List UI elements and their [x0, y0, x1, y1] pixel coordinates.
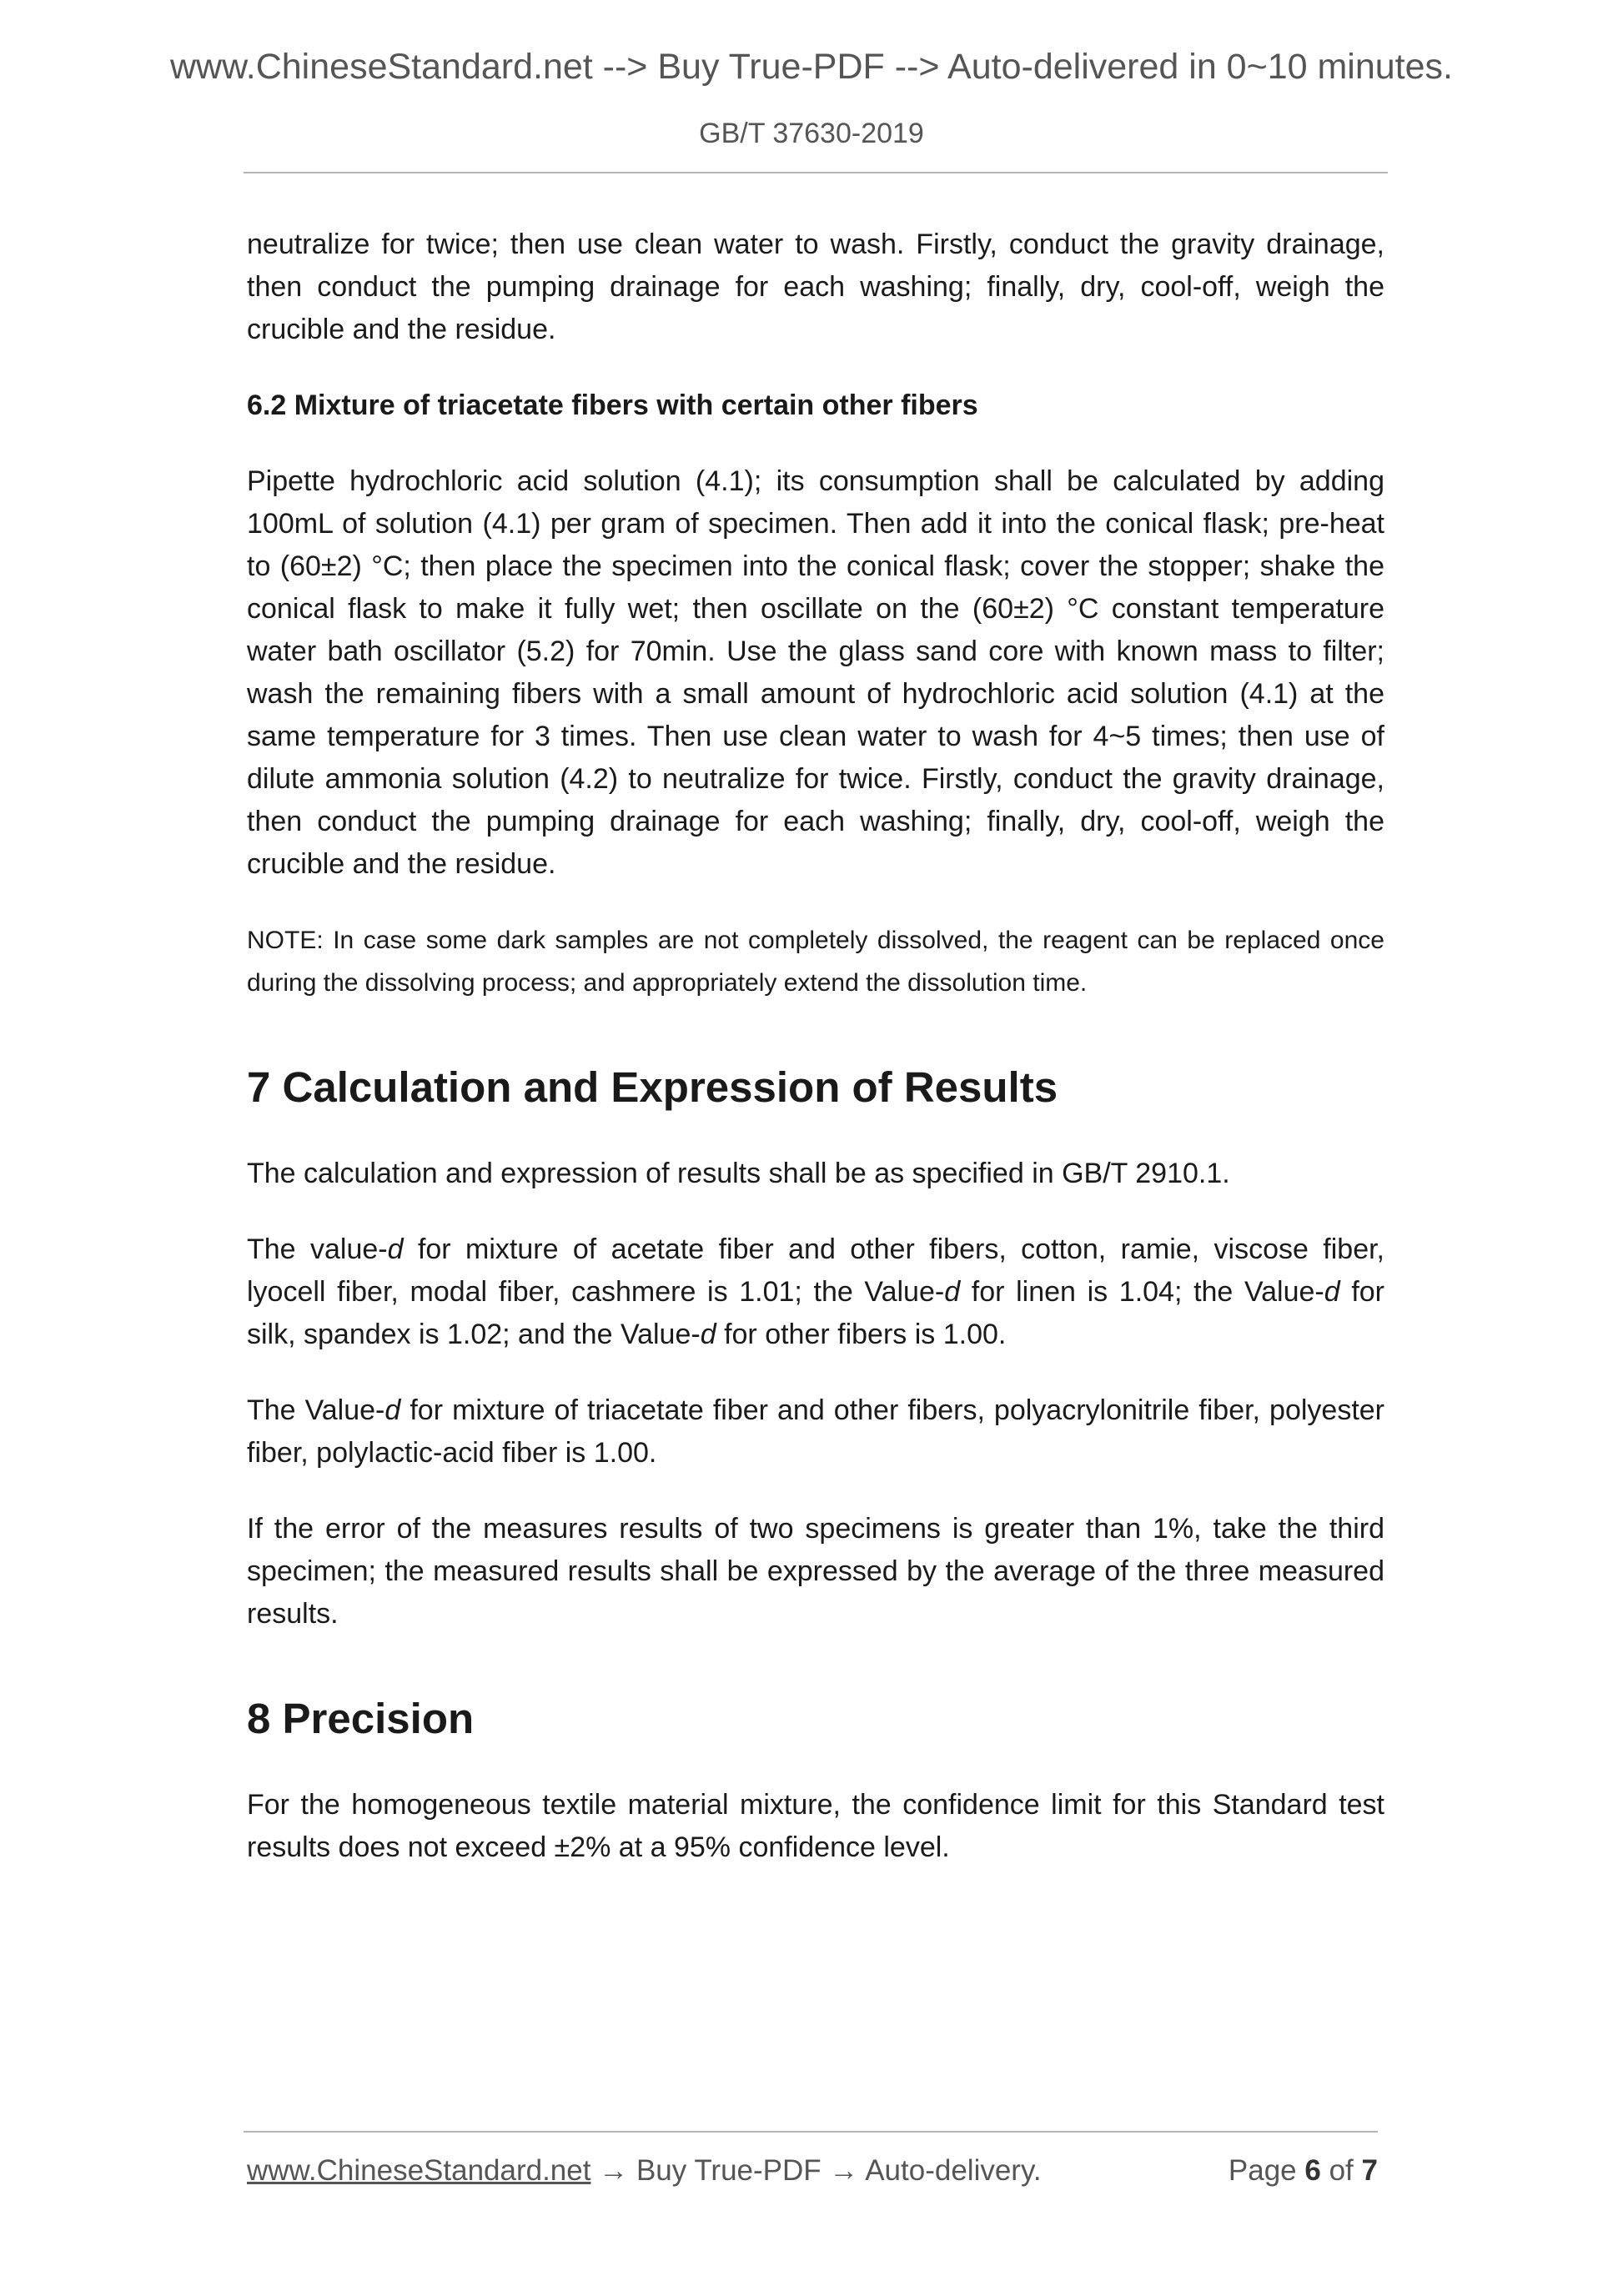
of-word: of: [1329, 2154, 1354, 2187]
footer-delivery-text: Auto-delivery.: [865, 2154, 1042, 2187]
text-run: The Value-: [247, 1394, 385, 1426]
page-indicator: [1229, 2148, 1378, 2194]
footer-site-link[interactable]: www.ChineseStandard.net: [247, 2154, 591, 2187]
value-d-symbol: d: [944, 1276, 961, 1308]
footer-promo: [247, 2148, 1042, 2194]
current-page-number: 6: [1304, 2154, 1321, 2187]
standard-code: GB/T 37630-2019: [699, 118, 924, 149]
text-run: for mixture of triacetate fiber and other fibers, polyacrylonitrile fiber, polyester fiber, polylactic-acid fiber is 1.00.: [247, 1394, 1384, 1469]
section-8-heading: 8 Precision: [247, 1695, 475, 1742]
document-body: [247, 224, 1384, 1902]
section-7-paragraph-1: The calculation and expression of results shall be as specified in GB/T 2910.1.: [247, 1158, 1230, 1189]
value-d-symbol: d: [1324, 1276, 1340, 1308]
value-d-symbol: d: [700, 1319, 716, 1350]
section-6-2-paragraph: Pipette hydrochloric acid solution (4.1); its consumption shall be calculated by adding 100mL of solution (4.1) per gram of specimen. Then add it into the conical flask; pre-heat to (60±2) °C; then place the specimen into the conical flask; cover the stopper; shake the conical flask to make it fully wet; then oscillate on the (60±2) °C constant temperature water bath oscillator (5.2) for 70min. Use the glass sand core with known mass to filter; wash the remaining fibers with a small amount of hydrochloric acid solution (4.1) at the same temperature for 3 times. Then use clean water to wash for 4~5 times; then use of dilute ammonia solution (4.2) to neutralize for twice. Firstly, conduct the gravity drainage, then conduct the pumping drainage for each washing; finally, dry, cool-off, weigh the crucible and the residue.: [247, 465, 1384, 880]
text-run: for silk, spandex is 1.02; and the Value-: [247, 1276, 1385, 1350]
text-run: for linen is 1.04; the Value-: [960, 1276, 1324, 1308]
text-run: for mixture of acetate fiber and other fibers, cotton, ramie, viscose fiber, lyocell fiber, modal fiber, cashmere is 1.01; the Value-: [247, 1233, 1384, 1308]
arrow-icon: →: [829, 2154, 859, 2187]
footer-buy-text: Buy True-PDF: [636, 2154, 822, 2187]
section-6-2-heading: 6.2 Mixture of triacetate fibers with certain other fibers: [247, 389, 978, 421]
continuation-paragraph: neutralize for twice; then use clean water to wash. Firstly, conduct the gravity drainage, then conduct the pumping drainage for each washing; finally, dry, cool-off, weigh the crucible and the residue.: [247, 229, 1384, 345]
section-7-paragraph-4: If the error of the measures results of two specimens is greater than 1%, take the third specimen; the measured results shall be expressed by the average of the three measured results.: [247, 1513, 1384, 1630]
section-7-paragraph-3: [247, 1389, 1384, 1475]
page-word: Page: [1228, 2154, 1297, 2187]
section-7-heading: 7 Calculation and Expression of Results: [247, 1063, 1058, 1111]
value-d-symbol: d: [384, 1394, 401, 1426]
header-banner: www.ChineseStandard.net --> Buy True-PDF --> Auto-delivered in 0~10 minutes.: [169, 47, 1453, 87]
total-pages-number: 7: [1361, 2154, 1378, 2187]
note-paragraph: NOTE: In case some dark samples are not completely dissolved, the reagent can be replaced once during the dissolving process; and appropriately extend the dissolution time.: [247, 927, 1384, 997]
arrow-icon: →: [599, 2154, 629, 2187]
page-footer: [247, 2148, 1378, 2194]
value-d-symbol: d: [387, 1233, 404, 1265]
header-divider: [244, 172, 1388, 173]
text-run: for other fibers is 1.00.: [716, 1319, 1007, 1350]
text-run: The value-: [247, 1233, 388, 1265]
section-7-paragraph-2: [247, 1228, 1384, 1356]
footer-divider: [244, 2131, 1378, 2133]
section-8-paragraph: For the homogeneous textile material mixture, the confidence limit for this Standard test results does not exceed ±2% at a 95% confidence level.: [247, 1789, 1384, 1863]
